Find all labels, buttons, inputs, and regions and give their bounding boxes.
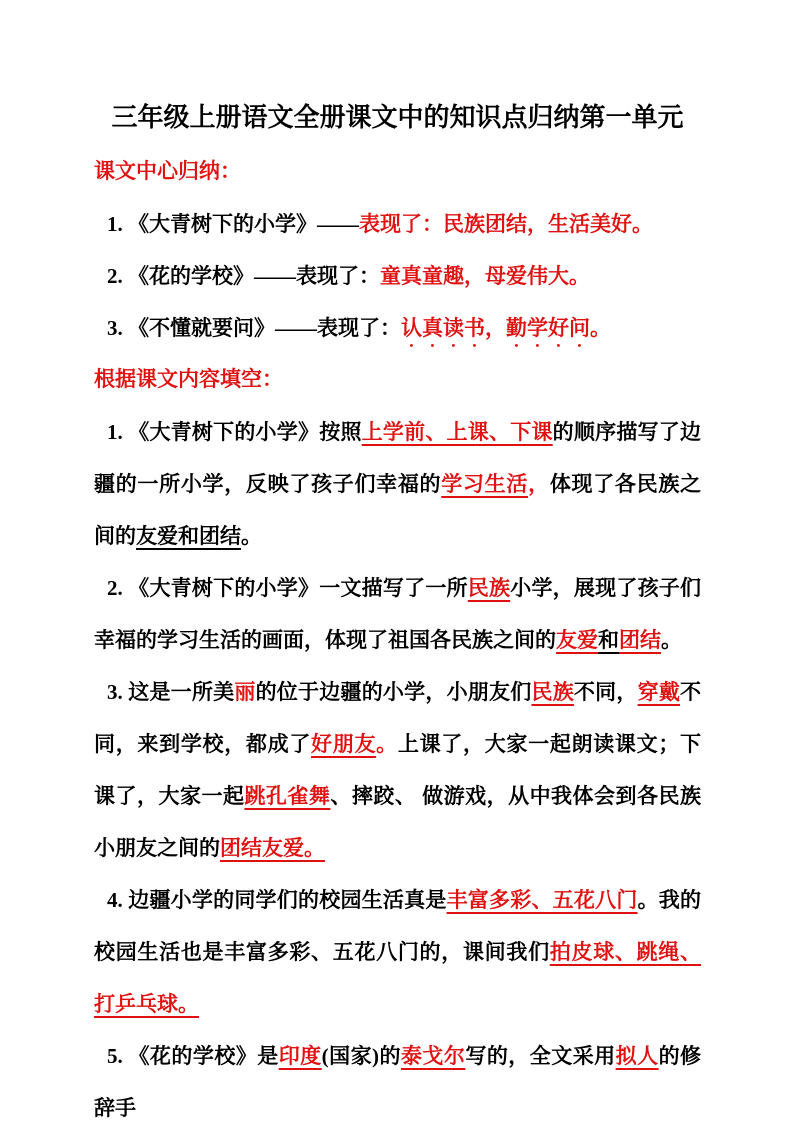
text-segment: 丰富多彩、五花八门 bbox=[446, 888, 638, 912]
text-segment: 丽 bbox=[234, 680, 256, 704]
text-segment: 上学前、上课、下课 bbox=[361, 420, 553, 444]
text-segment: 团结 bbox=[619, 628, 661, 652]
fill-item-1 bbox=[94, 406, 701, 562]
text-segment: 认真读书，勤学好问。 bbox=[401, 316, 611, 340]
fill-item-4 bbox=[94, 874, 701, 1030]
text-segment: 穿戴 bbox=[637, 680, 681, 704]
fill-item-3 bbox=[94, 666, 701, 874]
section-heading-center-summary: 课文中心归纳： bbox=[94, 160, 241, 183]
text-segment: 泰戈尔 bbox=[400, 1044, 466, 1068]
text-segment: 3. 这是一所美 bbox=[107, 680, 235, 704]
text-segment: 友爱 bbox=[556, 628, 598, 652]
text-segment: 写的，全文采用 bbox=[465, 1044, 616, 1068]
text-segment: ， bbox=[528, 472, 550, 496]
text-segment: 。 bbox=[241, 524, 262, 548]
text-segment: 的修辞手 bbox=[94, 1044, 702, 1120]
text-segment: 不同， bbox=[573, 680, 638, 704]
text-segment: 学习生活 bbox=[441, 472, 529, 496]
fill-item-2 bbox=[94, 562, 701, 666]
text-segment: 小学，展现了孩子们幸福的学习生活的画面，体现了祖国各民族之间的 bbox=[94, 576, 702, 652]
text-segment: 民族 bbox=[467, 576, 511, 600]
text-segment: (国家)的 bbox=[321, 1044, 401, 1068]
text-segment: 3. 《不懂就要问》——表现了： bbox=[107, 316, 401, 340]
text-segment: 拍皮球、跳绳、打乒乓球。 bbox=[94, 940, 702, 1016]
section-heading-fill-in-blanks: 根据课文内容填空： bbox=[94, 368, 283, 391]
text-segment: 的位于边疆的小学，小朋友们 bbox=[255, 680, 532, 704]
text-segment: 友爱和团结 bbox=[136, 524, 241, 548]
text-segment: 。 bbox=[661, 628, 682, 652]
center-summary-item-2 bbox=[94, 250, 701, 302]
text-segment: 童真童趣，母爱伟大。 bbox=[380, 264, 590, 288]
text-segment: 上课了，大家一起朗读课文；下课了，大家一起 bbox=[94, 732, 702, 808]
text-segment: 民族 bbox=[531, 680, 574, 704]
text-segment: 、摔跤、 做游戏，从中我体会到各民族小朋友之间的 bbox=[94, 784, 702, 860]
text-segment: 的顺序描写了边疆的一所小学，反映了孩子们幸福的 bbox=[94, 420, 702, 496]
text-segment: 1. 《大青树下的小学》—— bbox=[107, 212, 359, 236]
text-segment: 2. 《花的学校》——表现了： bbox=[107, 264, 380, 288]
text-segment: 1. 《大青树下的小学》按照 bbox=[107, 420, 362, 444]
page-title: 三年级上册语文全册课文中的知识点归纳第一单元 bbox=[111, 102, 684, 132]
text-segment: 。我的校园生活也是丰富多彩、五花八门的，课间我们 bbox=[94, 888, 702, 964]
text-segment: 和 bbox=[598, 628, 619, 652]
text-segment: 。 bbox=[376, 732, 398, 756]
center-summary-item-3 bbox=[94, 302, 701, 354]
text-segment: 团结友爱。 bbox=[220, 836, 325, 860]
text-segment: 表现了：民族团结，生活美好。 bbox=[359, 212, 653, 236]
text-segment: 不同，来到学校，都成了 bbox=[94, 680, 702, 756]
text-segment: 好朋友 bbox=[311, 732, 377, 756]
fill-item-5 bbox=[94, 1030, 701, 1122]
center-summary-item-1 bbox=[94, 198, 701, 250]
text-segment: 4. 边疆小学的同学们的校园生活真是 bbox=[107, 888, 447, 912]
text-segment: 拟人 bbox=[615, 1044, 659, 1068]
text-segment: 跳孔雀舞 bbox=[244, 784, 331, 808]
text-segment: 印度 bbox=[278, 1044, 322, 1068]
text-segment: 2. 《大青树下的小学》一文描写了一所 bbox=[107, 576, 468, 600]
text-segment: 体现了各民族之间的 bbox=[94, 472, 702, 548]
text-segment: 5. 《花的学校》是 bbox=[107, 1044, 279, 1068]
